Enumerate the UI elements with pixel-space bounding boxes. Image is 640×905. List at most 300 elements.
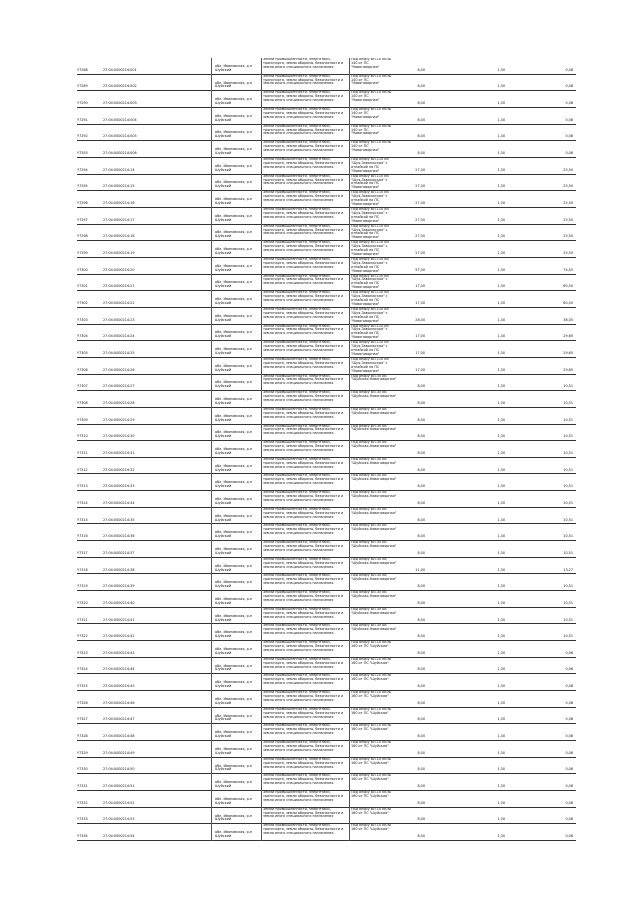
- area-cell: [397, 191, 425, 207]
- rate-value: 1,30: [497, 417, 505, 422]
- rate-cell: [477, 341, 505, 357]
- row-number-cell: [77, 591, 99, 607]
- permitted-use-text: Под опору ВЛ-110 кВ "Шуя-Заволжская" с отпайкой на ПС "Новоговорная": [351, 157, 389, 173]
- permitted-use-text: Под опору ВЛ-110 кВ "Шуя-Заволжская" с отпайкой на ПС "Новоговорная": [351, 241, 389, 256]
- row-number-cell: [77, 608, 99, 624]
- permitted-use-cell: [351, 91, 397, 107]
- permitted-use-cell: [351, 541, 397, 557]
- address-text: обл. Ивановская, р-н Шуйский: [215, 330, 253, 339]
- row-number-cell: [77, 425, 99, 441]
- land-category-cell: [263, 125, 347, 141]
- tax-value: 0,08: [565, 151, 573, 156]
- address-cell: [215, 774, 259, 790]
- address-text: обл. Ивановская, р-н Шуйский: [215, 813, 253, 822]
- area-cell: [397, 691, 425, 707]
- permitted-use-text: Под опору ВЛ-10 кВ № 160 от ПС "Шуйская": [351, 691, 392, 698]
- land-category-text: Земли промышленности, энергетики, транспорта, земли обороны, безопасности и земли иного специального назначения: [263, 741, 344, 752]
- cadastral-number-cell: [103, 824, 161, 840]
- land-category-cell: [263, 75, 347, 91]
- land-category-text: Земли промышленности, энергетики, транспорта, земли обороны, безопасности и земли иного специального назначения: [263, 507, 344, 519]
- row-number-cell: [77, 325, 99, 341]
- address-cell: [215, 708, 259, 724]
- area-value: 27,00: [415, 234, 425, 239]
- row-number: Y7298: [77, 234, 88, 239]
- rate-value: 1,30: [497, 134, 505, 139]
- tax-cell: [527, 474, 573, 490]
- area-value: 8,00: [417, 734, 425, 739]
- table-row: [77, 258, 576, 275]
- land-category-cell: [263, 658, 347, 674]
- permitted-use-text: Под опору ВЛ-110 кВ "Шуя-Заволжская" с отпайкой на ПС "Новоговорная": [351, 274, 389, 290]
- area-cell: [397, 591, 425, 607]
- row-number-cell: [77, 641, 99, 657]
- address-text: обл. Ивановская, р-н Шуйский: [215, 63, 253, 72]
- address-text: обл. Ивановская, р-н Шуйский: [215, 80, 253, 89]
- land-category-cell: [263, 524, 347, 540]
- tax-cell: [527, 358, 573, 374]
- cadastral-number: 27:04:0000214:15: [103, 184, 135, 189]
- address-cell: [215, 474, 259, 490]
- area-cell: [397, 491, 425, 507]
- land-category-text: Земли промышленности, энергетики, транспорта, земли обороны, безопасности и земли иного специального назначения: [263, 774, 344, 786]
- cadastral-number: 27:04:0000214:33: [103, 484, 135, 489]
- row-number: Y7323: [77, 650, 88, 655]
- tax-value: 25,50: [563, 251, 573, 255]
- area-value: 8,00: [417, 151, 425, 156]
- land-category-text: Земли промышленности, энергетики, транспорта, земли обороны, безопасности и земли иного специального назначения: [263, 424, 344, 436]
- row-number: Y7300: [77, 267, 88, 272]
- area-value: 8,00: [417, 467, 425, 472]
- area-cell: [397, 141, 425, 157]
- rate-cell: [477, 91, 505, 107]
- land-category-text: Земли промышленности, энергетики, транспорта, земли обороны, безопасности и земли иного специального назначения: [263, 207, 344, 219]
- table-row: [77, 491, 576, 508]
- area-cell: [397, 674, 425, 690]
- rate-value: 1,30: [497, 201, 505, 206]
- address-text: обл. Ивановская, р-н Шуйский: [215, 730, 253, 739]
- rate-value: 1,30: [497, 400, 505, 405]
- tax-value: 0,08: [565, 684, 573, 689]
- address-cell: [215, 741, 259, 757]
- address-text: обл. Ивановская, р-н Шуйский: [215, 596, 253, 605]
- table-row: [77, 241, 576, 258]
- land-category-text: Земли промышленности, энергетики, транспорта, земли обороны, безопасности и земли иного специального назначения: [263, 457, 344, 469]
- table-row: [77, 808, 576, 825]
- land-category-cell: [263, 508, 347, 524]
- rate-cell: [477, 541, 505, 557]
- tax-value: 0,08: [565, 650, 573, 655]
- tax-value: 0,08: [565, 67, 573, 72]
- row-number: Y7296: [77, 201, 88, 206]
- cadastral-number-cell: [103, 441, 161, 457]
- land-category-text: Земли промышленности, энергетики, транспорта, земли обороны, безопасности и земли иного специального назначения: [263, 391, 344, 402]
- area-cell: [397, 275, 425, 291]
- table-row: [77, 175, 576, 192]
- land-category-cell: [263, 824, 347, 840]
- row-number-cell: [77, 558, 99, 574]
- permitted-use-text: Под опору ВЛ-10 кВ № 160 от ПС "Шуйская": [351, 824, 392, 832]
- permitted-use-text: Под опору ВЛ-110 кВ "Шуя-Заволжская" с отпайкой на ПС "Новоговорная": [351, 257, 389, 273]
- area-cell: [397, 108, 425, 124]
- row-number-cell: [77, 808, 99, 824]
- area-cell: [397, 125, 425, 141]
- row-number-cell: [77, 391, 99, 407]
- address-text: обл. Ивановская, р-н Шуйский: [215, 463, 253, 472]
- cadastral-number-cell: [103, 591, 161, 607]
- permitted-use-cell: [351, 708, 397, 724]
- tax-value: 0,08: [565, 750, 573, 755]
- address-text: обл. Ивановская, р-н Шуйский: [215, 380, 253, 389]
- tax-value: 0,08: [565, 784, 573, 789]
- table-row: [77, 724, 576, 741]
- row-number-cell: [77, 208, 99, 224]
- permitted-use-cell: [351, 491, 397, 507]
- row-number-cell: [77, 375, 99, 391]
- row-number: Y7328: [77, 734, 88, 739]
- area-value: 27,00: [415, 184, 425, 189]
- land-category-text: Земли промышленности, энергетики, транспорта, земли обороны, безопасности и земли иного специального назначения: [263, 474, 344, 486]
- land-category-cell: [263, 691, 347, 707]
- tax-value: 10,51: [563, 500, 573, 505]
- cadastral-number: 27:04:0000214:24: [103, 334, 135, 339]
- land-category-cell: [263, 358, 347, 374]
- land-category-text: Земли промышленности, энергетики, транспорта, земли обороны, безопасности и земли иного специального назначения: [263, 274, 344, 286]
- address-text: обл. Ивановская, р-н Шуйский: [215, 397, 253, 405]
- permitted-use-cell: [351, 641, 397, 657]
- tax-cell: [527, 141, 573, 157]
- rate-cell: [477, 508, 505, 524]
- land-category-text: Земли промышленности, энергетики, транспорта, земли обороны, безопасности и земли иного специального назначения: [263, 74, 344, 86]
- permitted-use-text: Под опору ВЛ-110 кВ "Шуя-Заволжская" с отпайкой на ПС "Новоговорная": [351, 191, 389, 206]
- column-divider: [261, 58, 262, 841]
- row-number-cell: [77, 191, 99, 207]
- tax-cell: [527, 325, 573, 341]
- area-cell: [397, 408, 425, 424]
- row-number: Y7330: [77, 767, 88, 772]
- row-number-cell: [77, 724, 99, 740]
- tax-cell: [527, 641, 573, 657]
- area-value: 27,00: [415, 251, 425, 255]
- address-cell: [215, 375, 259, 391]
- permitted-use-cell: [351, 241, 397, 257]
- tax-cell: [527, 391, 573, 407]
- permitted-use-text: Под опору ВЛ-10 кВ № 160 от ПС "Шуйская": [351, 641, 392, 648]
- address-cell: [215, 658, 259, 674]
- table-row: [77, 608, 576, 625]
- tax-cell: [527, 824, 573, 840]
- land-category-text: Земли промышленности, энергетики, транспорта, земли обороны, безопасности и земли иного специального назначения: [263, 124, 344, 136]
- address-text: обл. Ивановская, р-н Шуйский: [215, 147, 253, 156]
- row-number-cell: [77, 758, 99, 774]
- cadastral-number-cell: [103, 341, 161, 357]
- area-value: 8,00: [417, 667, 425, 672]
- row-number-cell: [77, 474, 99, 490]
- area-cell: [397, 341, 425, 357]
- area-value: 27,00: [415, 167, 425, 172]
- land-category-cell: [263, 225, 347, 241]
- cadastral-number: 27:04:0000214:48: [103, 734, 135, 739]
- address-cell: [215, 758, 259, 774]
- cadastral-number: 27:04:0000214:43: [103, 650, 135, 655]
- table-row: [77, 824, 576, 841]
- land-category-text: Земли промышленности, энергетики, транспорта, земли обороны, безопасности и земли иного специального назначения: [263, 307, 344, 319]
- area-cell: [397, 225, 425, 241]
- rate-value: 1,30: [497, 517, 505, 522]
- permitted-use-text: Под опору ВЛ-10 кВ № 160 от ПС "Шуйская": [351, 657, 392, 665]
- permitted-use-cell: [351, 58, 397, 74]
- permitted-use-text: Под опору ВЛ-110 кВ "Шуя-Заволжская" с отпайкой на ПС "Новоговорная": [351, 224, 389, 240]
- row-number: Y7332: [77, 800, 88, 805]
- address-cell: [215, 508, 259, 524]
- land-category-text: Земли промышленности, энергетики, транспорта, земли обороны, безопасности и земли иного специального назначения: [263, 257, 344, 269]
- cadastral-number: 27:04:0000214:30: [103, 434, 135, 439]
- land-tax-table: [77, 58, 576, 841]
- area-value: 27,00: [415, 217, 425, 222]
- area-value: 8,00: [417, 84, 425, 89]
- table-row: [77, 524, 576, 541]
- area-value: 8,00: [417, 384, 425, 389]
- row-number-cell: [77, 658, 99, 674]
- tax-value: 10,51: [563, 400, 573, 405]
- cadastral-number-cell: [103, 175, 161, 191]
- table-row: [77, 308, 576, 325]
- address-text: обл. Ивановская, р-н Шуйский: [215, 530, 253, 539]
- cadastral-number-cell: [103, 258, 161, 274]
- cadastral-number: 27:04:0000214:004: [103, 117, 137, 122]
- area-value: 8,00: [417, 550, 425, 555]
- area-value: 8,00: [417, 400, 425, 405]
- cadastral-number-cell: [103, 158, 161, 174]
- permitted-use-cell: [351, 474, 397, 490]
- area-value: 8,00: [417, 134, 425, 139]
- permitted-use-cell: [351, 125, 397, 141]
- tax-cell: [527, 275, 573, 291]
- rate-value: 1,30: [497, 167, 505, 172]
- cadastral-number-cell: [103, 691, 161, 707]
- permitted-use-text: Под опору ВЛ-35 кВ "Шуйская-Новоговорная": [351, 507, 397, 515]
- address-cell: [215, 225, 259, 241]
- rate-value: 1,30: [497, 617, 505, 622]
- area-value: 17,00: [415, 367, 425, 372]
- row-number: Y7314: [77, 500, 88, 505]
- cadastral-number: 27:04:0000214:42: [103, 634, 135, 639]
- address-cell: [215, 275, 259, 291]
- land-category-text: Земли промышленности, энергетики, транспорта, земли обороны, безопасности и земли иного специального назначения: [263, 157, 344, 169]
- area-value: 8,00: [417, 450, 425, 455]
- permitted-use-text: Под опору ВЛ-35 кВ "Шуйская-Новоговорная": [351, 474, 397, 482]
- land-category-cell: [263, 541, 347, 557]
- cadastral-number-cell: [103, 91, 161, 107]
- rate-value: 1,30: [497, 384, 505, 389]
- cadastral-number: 27:04:0000214:25: [103, 350, 135, 355]
- rate-value: 1,30: [497, 567, 505, 572]
- address-text: обл. Ивановская, р-н Шуйский: [215, 763, 253, 772]
- area-value: 8,00: [417, 500, 425, 505]
- area-value: 8,00: [417, 817, 425, 822]
- row-number-cell: [77, 441, 99, 457]
- area-cell: [397, 308, 425, 324]
- rate-value: 1,30: [497, 184, 505, 189]
- cadastral-number: 27:04:0000214:27: [103, 384, 135, 389]
- area-value: 8,00: [417, 700, 425, 705]
- land-category-text: Земли промышленности, энергетики, транспорта, земли обороны, безопасности и земли иного специального назначения: [263, 58, 344, 69]
- tax-cell: [527, 91, 573, 107]
- land-category-text: Земли промышленности, энергетики, транспорта, земли обороны, безопасности и земли иного специального назначения: [263, 541, 344, 552]
- table-row: [77, 474, 576, 491]
- permitted-use-cell: [351, 208, 397, 224]
- area-value: 8,00: [417, 484, 425, 489]
- land-category-text: Земли промышленности, энергетики, транспорта, земли обороны, безопасности и земли иного специального назначения: [263, 591, 344, 602]
- row-number: Y7324: [77, 667, 88, 672]
- rate-cell: [477, 791, 505, 807]
- land-category-text: Земли промышленности, энергетики, транспорта, земли обороны, безопасности и земли иного специального назначения: [263, 191, 344, 203]
- rate-value: 1,30: [497, 117, 505, 122]
- address-text: обл. Ивановская, р-н Шуйский: [215, 713, 253, 722]
- permitted-use-text: Под опору ВЛ-10 кВ № 160 от ПС "Шуйская": [351, 741, 392, 748]
- land-category-cell: [263, 175, 347, 191]
- tax-value: 0,08: [565, 734, 573, 739]
- table-row: [77, 108, 576, 125]
- row-number: Y7312: [77, 467, 88, 472]
- table-row: [77, 91, 576, 108]
- table-row: [77, 291, 576, 308]
- permitted-use-cell: [351, 574, 397, 590]
- row-number: Y7333: [77, 817, 88, 822]
- cadastral-number: 27:04:0000214:50: [103, 767, 135, 772]
- cadastral-number: 27:04:0000214:18: [103, 234, 135, 239]
- land-category-cell: [263, 791, 347, 807]
- rate-value: 1,30: [497, 284, 505, 289]
- land-category-text: Земли промышленности, энергетики, транспорта, земли обороны, безопасности и земли иного специального назначения: [263, 357, 344, 369]
- tax-cell: [527, 408, 573, 424]
- cadastral-number-cell: [103, 191, 161, 207]
- cadastral-number: 27:04:0000214:29: [103, 417, 135, 422]
- rate-value: 1,30: [497, 267, 505, 272]
- address-text: обл. Ивановская, р-н Шуйский: [215, 313, 253, 322]
- rate-value: 1,30: [497, 667, 505, 672]
- area-cell: [397, 774, 425, 790]
- tax-cell: [527, 691, 573, 707]
- cadastral-number: 27:04:0000214:54: [103, 834, 135, 839]
- land-category-cell: [263, 758, 347, 774]
- area-value: 8,00: [417, 67, 425, 72]
- cadastral-number-cell: [103, 608, 161, 624]
- rate-cell: [477, 375, 505, 391]
- row-number: Y7308: [77, 400, 88, 405]
- table-row: [77, 408, 576, 425]
- land-category-text: Земли промышленности, энергетики, транспорта, земли обороны, безопасности и земли иного специального назначения: [263, 407, 344, 419]
- address-cell: [215, 408, 259, 424]
- cadastral-number-cell: [103, 291, 161, 307]
- land-category-cell: [263, 258, 347, 274]
- permitted-use-text: Под опору ВЛ-110 кВ "Шуя-Заволжская" с отпайкой на ПС "Новоговорная": [351, 357, 389, 373]
- table-row: [77, 141, 576, 158]
- rate-value: 1,30: [497, 600, 505, 605]
- cadastral-number: 27:04:0000214:32: [103, 467, 135, 472]
- address-cell: [215, 291, 259, 307]
- land-category-text: Земли промышленности, энергетики, транспорта, земли обороны, безопасности и земли иного специального назначения: [263, 574, 344, 586]
- land-category-cell: [263, 641, 347, 657]
- address-cell: [215, 824, 259, 840]
- tax-cell: [527, 425, 573, 441]
- address-text: обл. Ивановская, р-н Шуйский: [215, 546, 253, 555]
- permitted-use-text: Под опору ВЛ-35 кВ "Шуйская-Новоговорная": [351, 624, 397, 632]
- tax-value: 10,51: [563, 434, 573, 439]
- permitted-use-text: Под опору ВЛ-35 кВ "Шуйская-Новоговорная": [351, 441, 397, 449]
- cadastral-number: 27:04:0000214:49: [103, 750, 135, 755]
- area-value: 8,00: [417, 417, 425, 422]
- land-category-cell: [263, 708, 347, 724]
- address-cell: [215, 524, 259, 540]
- cadastral-number-cell: [103, 641, 161, 657]
- table-row: [77, 591, 576, 608]
- cadastral-number: 27:04:0000214:26: [103, 367, 135, 372]
- tax-value: 25,50: [563, 234, 573, 239]
- cadastral-number-cell: [103, 758, 161, 774]
- column-divider: [349, 58, 350, 841]
- area-value: 8,00: [417, 800, 425, 805]
- permitted-use-cell: [351, 691, 397, 707]
- row-number-cell: [77, 741, 99, 757]
- rate-value: 1,30: [497, 500, 505, 505]
- cadastral-number: 27:04:0000214:45: [103, 684, 135, 689]
- table-row: [77, 624, 576, 641]
- area-cell: [397, 241, 425, 257]
- cadastral-number-cell: [103, 791, 161, 807]
- table-row: [77, 125, 576, 142]
- permitted-use-cell: [351, 508, 397, 524]
- address-cell: [215, 208, 259, 224]
- tax-cell: [527, 724, 573, 740]
- area-cell: [397, 608, 425, 624]
- address-cell: [215, 308, 259, 324]
- land-category-text: Земли промышленности, энергетики, транспорта, земли обороны, безопасности и земли иного специального назначения: [263, 141, 344, 153]
- address-cell: [215, 808, 259, 824]
- address-text: обл. Ивановская, р-н Шуйский: [215, 613, 253, 622]
- rate-cell: [477, 108, 505, 124]
- permitted-use-cell: [351, 791, 397, 807]
- land-category-cell: [263, 458, 347, 474]
- area-cell: [397, 75, 425, 91]
- permitted-use-text: Под опору ВЛ-10 кВ № 160 от ПС "Шуйская": [351, 774, 392, 782]
- address-text: обл. Ивановская, р-н Шуйский: [215, 496, 253, 505]
- cadastral-number: 27:04:0000214:16: [103, 201, 135, 206]
- address-text: обл. Ивановская, р-н Шуйский: [215, 780, 253, 789]
- land-category-cell: [263, 325, 347, 341]
- permitted-use-text: Под опору ВЛ-35 кВ "Шуйская-Новоговорная": [351, 607, 397, 615]
- land-category-text: Земли промышленности, энергетики, транспорта, земли обороны, безопасности и земли иного специального назначения: [263, 174, 344, 186]
- area-cell: [397, 524, 425, 540]
- tax-value: 25,50: [563, 184, 573, 189]
- permitted-use-cell: [351, 741, 397, 757]
- permitted-use-text: Под опору ВЛ-10 кВ № 140 от ПС "Новоговорная": [351, 58, 392, 69]
- row-number: Y7303: [77, 317, 88, 322]
- rate-value: 1,30: [497, 467, 505, 472]
- rate-value: 1,30: [497, 817, 505, 822]
- address-cell: [215, 241, 259, 257]
- area-cell: [397, 474, 425, 490]
- row-number: Y7321: [77, 617, 88, 622]
- tax-cell: [527, 208, 573, 224]
- address-text: обл. Ивановская, р-н Шуйский: [215, 480, 253, 489]
- table-row: [77, 691, 576, 708]
- address-text: обл. Ивановская, р-н Шуйский: [215, 363, 253, 372]
- area-cell: [397, 458, 425, 474]
- permitted-use-cell: [351, 158, 397, 174]
- tax-cell: [527, 225, 573, 241]
- row-number-cell: [77, 708, 99, 724]
- address-cell: [215, 624, 259, 640]
